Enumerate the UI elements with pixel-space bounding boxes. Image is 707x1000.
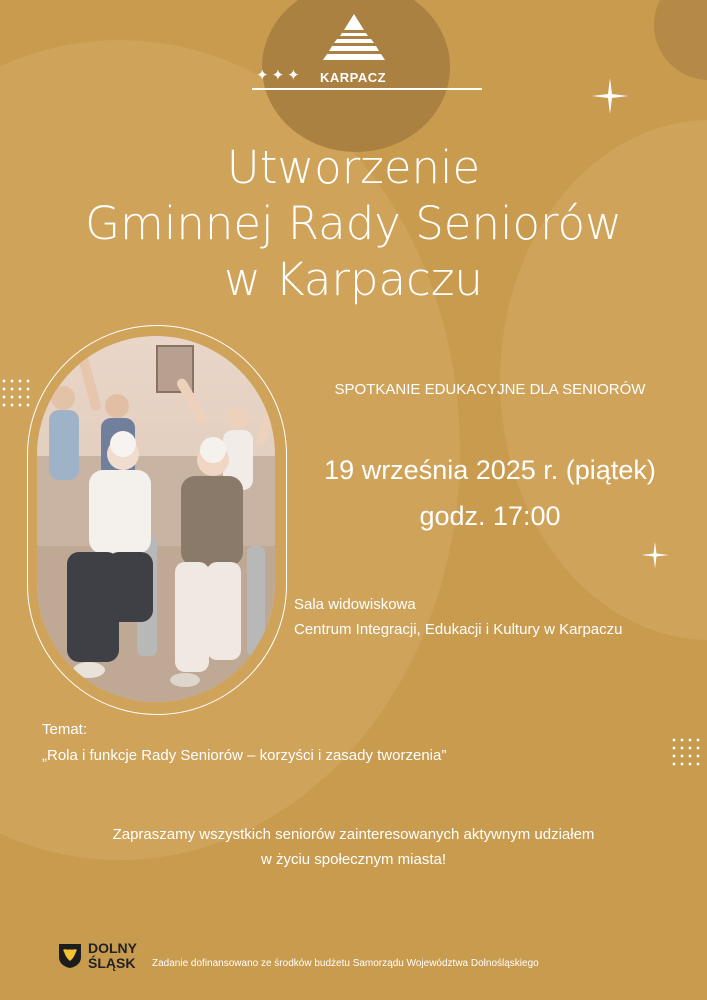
- dot-grid-decoration: [670, 736, 702, 768]
- dolny-slask-logo: [58, 941, 148, 981]
- sparkle-icon: [590, 76, 630, 116]
- footer-brand: [88, 941, 137, 971]
- invitation-text: [0, 822, 707, 872]
- funding-note: Zadanie dofinansowano ze środków budżetu Samorządu Województwa Dolnośląskiego: [152, 958, 539, 969]
- page-title: [0, 140, 707, 308]
- title-line: Utworzenie: [226, 141, 481, 194]
- title-line: Gminnej Rady Seniorów: [85, 197, 622, 250]
- logo-divider: [252, 88, 482, 90]
- eagle-crest-icon: [58, 943, 82, 969]
- title-line: w Karpaczu: [224, 253, 483, 306]
- event-subtitle: SPOTKANIE EDUKACYJNE DLA SENIORÓW: [334, 381, 646, 398]
- topic-text: „Rola i funkcje Rady Seniorów – korzyści i zasady tworzenia”: [42, 747, 447, 764]
- sparkle-icon: [640, 540, 670, 570]
- venue-line: Sala widowiskowa: [294, 596, 416, 613]
- logo-stars: ✦✦✦: [256, 67, 303, 84]
- seniors-exercising-photo: [37, 336, 275, 702]
- event-venue: [294, 592, 622, 642]
- event-date: 19 września 2025 r. (piątek): [324, 455, 656, 485]
- corner-circle: [654, 0, 707, 80]
- logo-text: KARPACZ: [320, 70, 387, 85]
- venue-line: Centrum Integracji, Edukacji i Kultury w Karpaczu: [294, 621, 623, 638]
- brand-line: DOLNY: [88, 940, 137, 956]
- event-time: godz. 17:00: [419, 501, 561, 531]
- invitation-line: w życiu społecznym miasta!: [260, 851, 447, 868]
- topic-label: Temat:: [42, 721, 88, 738]
- brand-line: ŚLĄSK: [88, 955, 136, 971]
- invitation-line: Zapraszamy wszystkich seniorów zainteresowanych aktywnym udziałem: [112, 826, 595, 843]
- dot-grid-decoration: [0, 377, 32, 409]
